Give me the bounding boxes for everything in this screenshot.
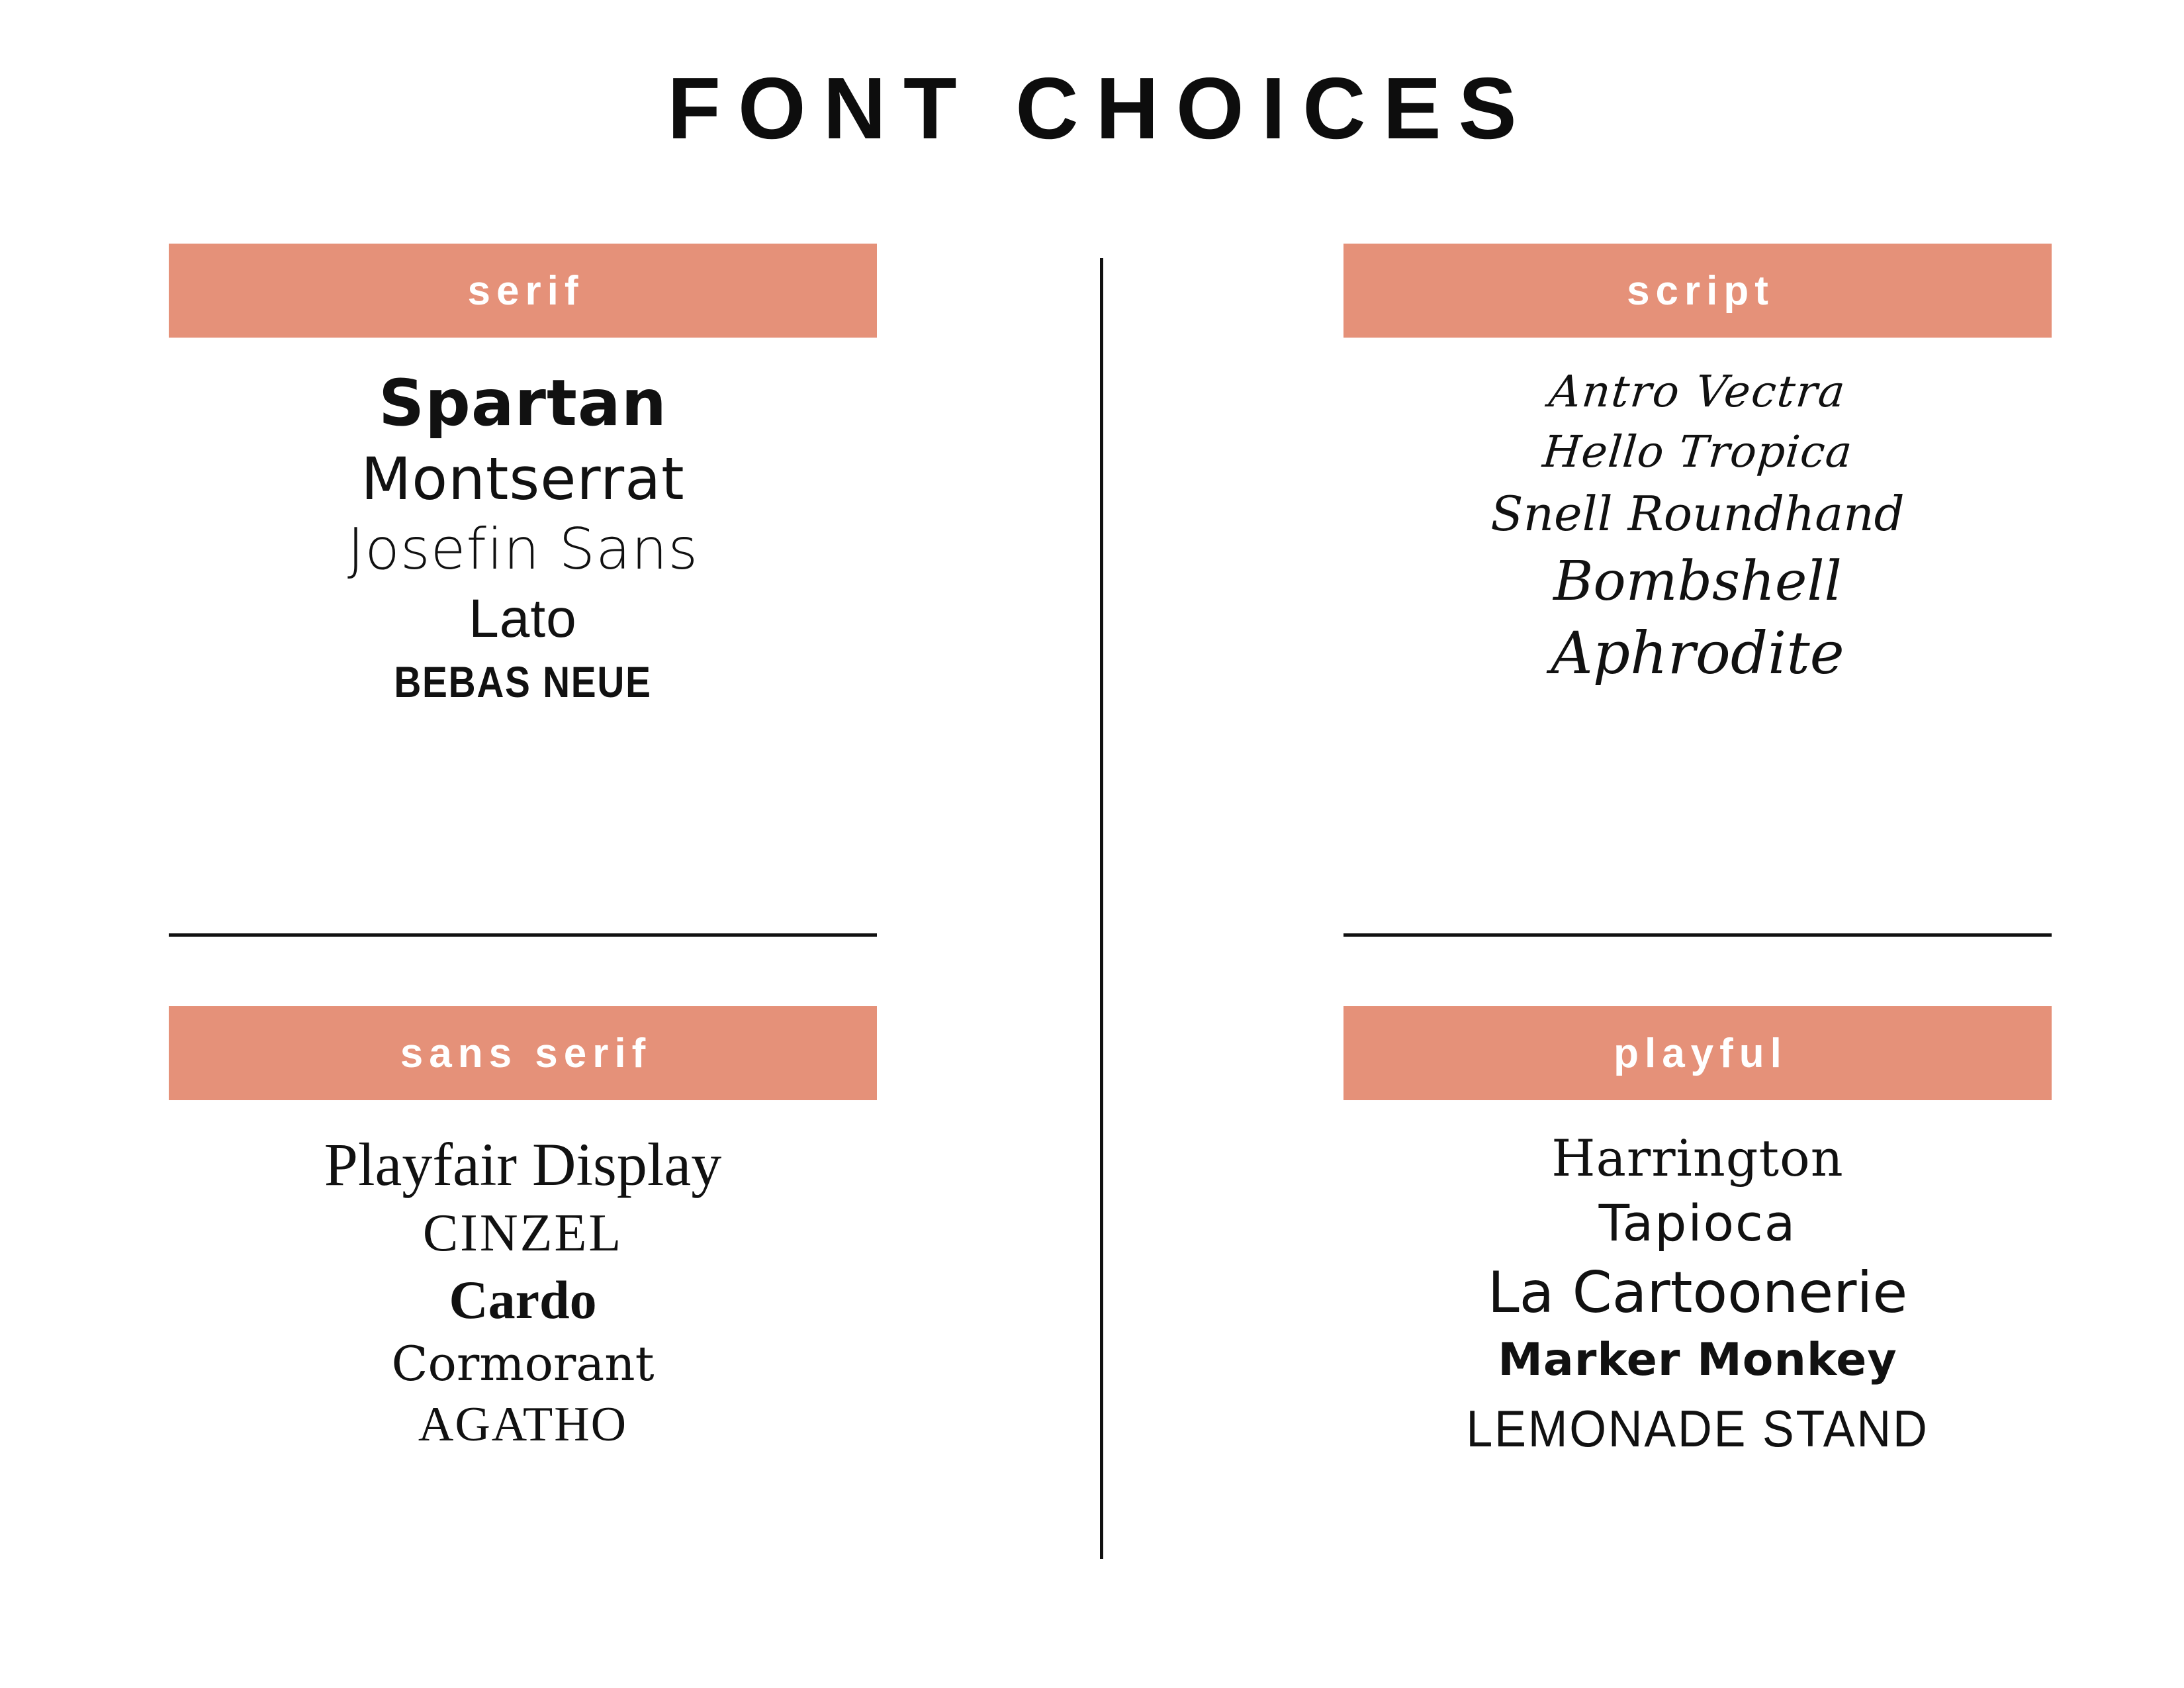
font-sample-playfair-display: Playfair Display (324, 1131, 722, 1198)
font-sample-montserrat: Montserrat (361, 445, 685, 514)
category-header-script (1343, 244, 2052, 338)
font-sample-marker-monkey: Marker Monkey (1498, 1334, 1897, 1387)
font-sample-bombshell: Bombshell (1553, 549, 1842, 613)
font-list-serif (169, 367, 877, 708)
category-playful (1343, 1006, 2184, 1458)
font-sample-aphrodite: Aphrodite (1551, 618, 1844, 687)
font-sample-agatho: AGATHO (418, 1397, 628, 1452)
font-sample-tapioca: Tapioca (1598, 1194, 1797, 1253)
font-list-script (1343, 367, 2052, 687)
category-header-playful (1343, 1006, 2052, 1100)
font-sample-snell-roundhand: Snell Roundhand (1490, 486, 1905, 542)
category-serif (169, 244, 1029, 708)
font-sample-la-cartoonerie: La Cartoonerie (1487, 1260, 1908, 1327)
font-sample-lato: Lato (469, 588, 577, 649)
font-sample-cormorant: Cormorant (391, 1335, 655, 1391)
category-label-sans-serif: sans serif (400, 1030, 652, 1076)
vertical-divider (1100, 258, 1103, 1559)
category-header-serif (169, 244, 877, 338)
font-sample-cardo: Cardo (449, 1269, 597, 1330)
font-sample-antro-vectra: Antro Vectra (1547, 366, 1849, 417)
category-script (1343, 244, 2184, 687)
font-list-sans-serif (169, 1129, 877, 1454)
font-sample-lemonade-stand: LEMONADE STAND (1466, 1399, 1929, 1458)
section-rule-left (169, 933, 877, 937)
category-label-serif: serif (467, 267, 584, 314)
category-label-playful: playful (1614, 1030, 1788, 1076)
font-sample-josefin-sans: Josefin Sans (347, 516, 699, 583)
category-label-script: script (1627, 267, 1774, 314)
font-sample-bebas-neue: BEBAS NEUE (394, 657, 652, 707)
font-sample-harrington: Harrington (1551, 1129, 1844, 1188)
font-sample-cinzel: CINZEL (422, 1203, 623, 1262)
page-title: FONT CHOICES (667, 60, 1534, 157)
category-header-sans-serif (169, 1006, 877, 1100)
category-sans-serif (169, 1006, 1029, 1454)
font-list-playful (1343, 1129, 2052, 1458)
font-sample-spartan: Spartan (379, 366, 667, 440)
section-rule-right (1343, 933, 2052, 937)
font-sample-hello-tropica: Hello Tropica (1540, 426, 1855, 477)
